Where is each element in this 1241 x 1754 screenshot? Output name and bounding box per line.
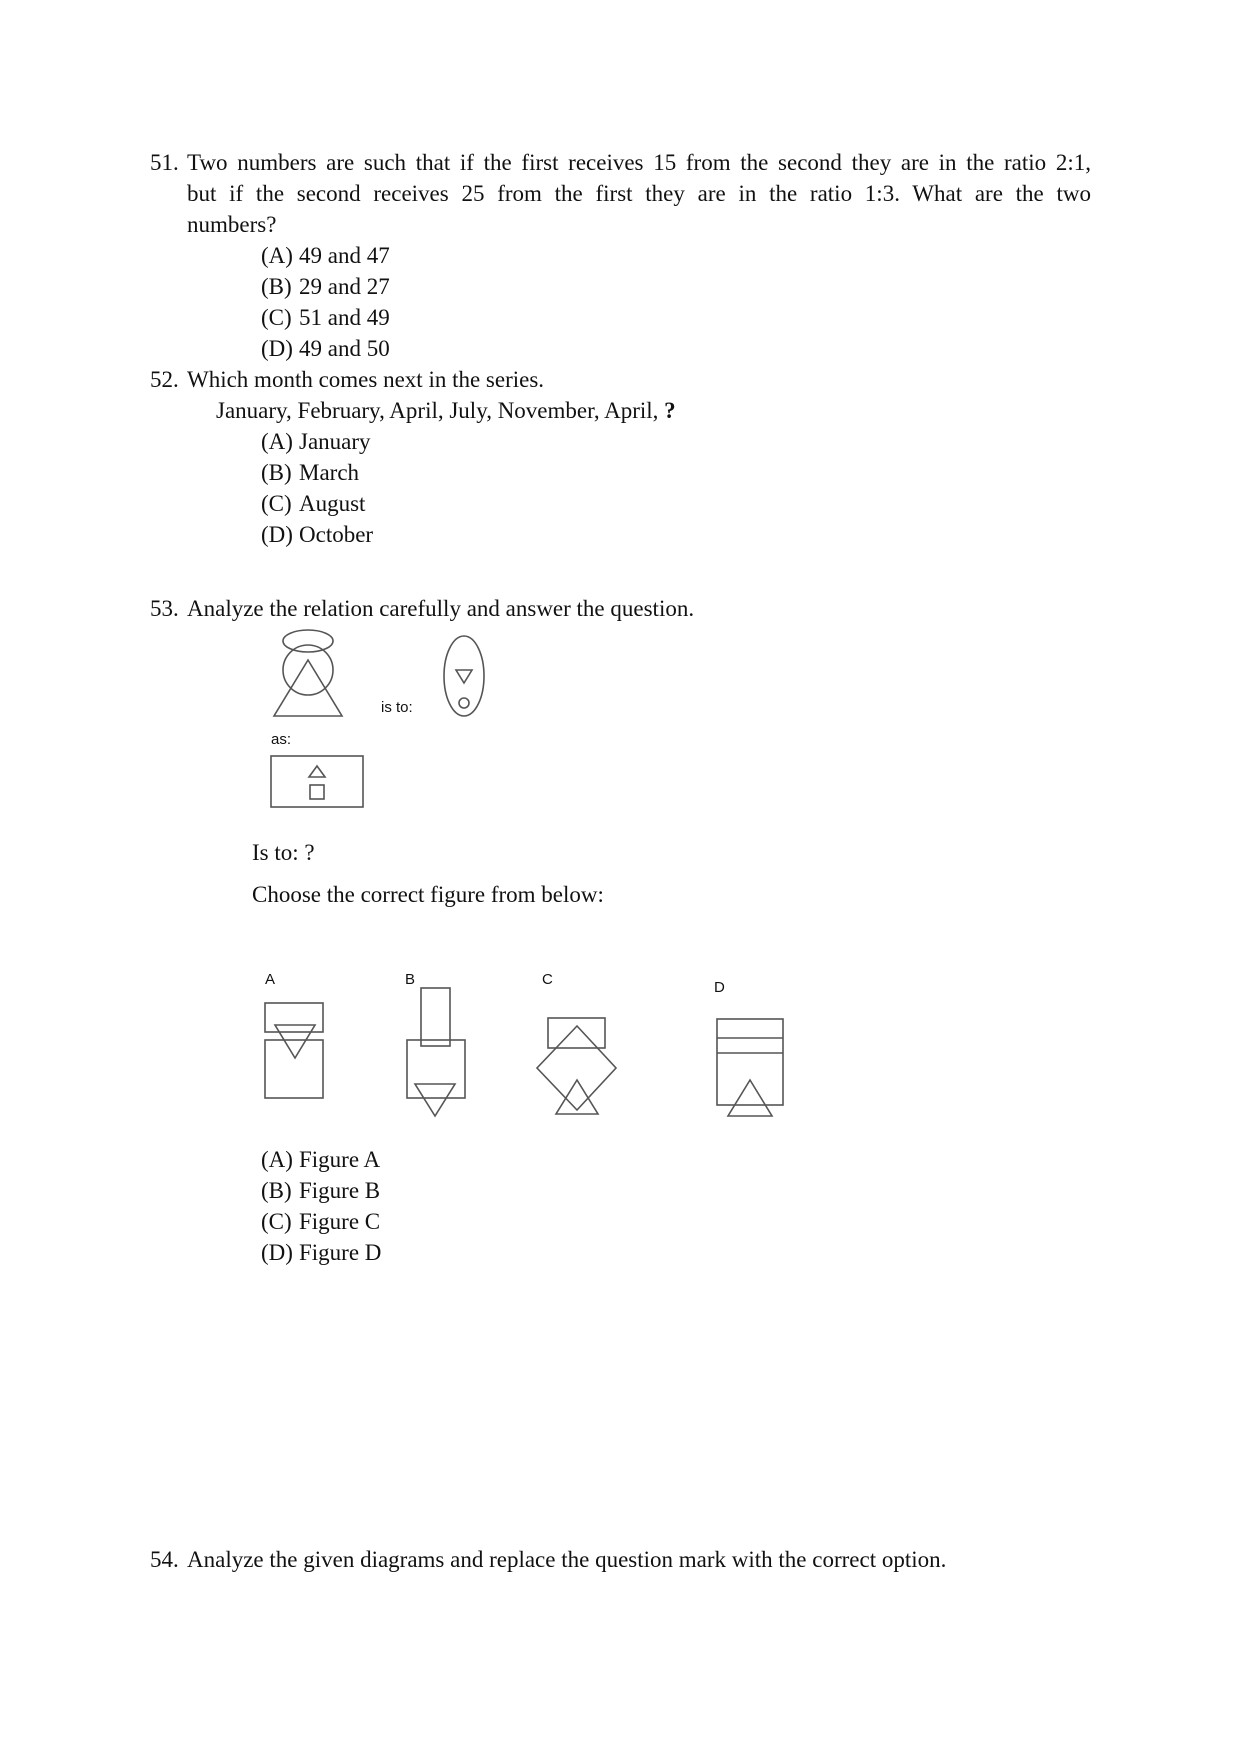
down-triangle: [275, 1025, 315, 1058]
square: [407, 1040, 465, 1098]
down-triangle: [415, 1084, 455, 1116]
option-text: March: [299, 460, 360, 485]
choice-figure-b: [407, 988, 465, 1116]
option-text: Figure C: [299, 1209, 381, 1234]
choice-label-b: B: [405, 971, 416, 988]
option-label: (B): [261, 1178, 292, 1203]
option-label: (C): [261, 305, 292, 330]
option-text: January: [299, 429, 371, 454]
analogy-figure-2: [444, 636, 484, 716]
small-square: [310, 785, 324, 799]
option-label: (A): [261, 243, 293, 268]
up-triangle: [728, 1080, 772, 1116]
option-text: 29 and 27: [299, 274, 390, 299]
choice-label-d: D: [714, 979, 725, 996]
option-text: Figure D: [299, 1240, 382, 1265]
as-label: as:: [271, 731, 292, 748]
q54-text: Analyze the given diagrams and replace the question mark with the correct option.: [187, 1547, 947, 1572]
option-text: October: [299, 522, 374, 547]
q52-number: 52.: [150, 367, 179, 392]
choice-label-c: C: [542, 971, 553, 988]
q51-line-1: Two numbers are such that if the first receives 15 from the second they are in the ratio 2:1,: [187, 150, 1091, 175]
option-label: (B): [261, 274, 292, 299]
option-text: Figure B: [299, 1178, 381, 1203]
bottom-square: [265, 1040, 323, 1098]
up-triangle: [309, 766, 325, 777]
option-text: 49 and 50: [299, 336, 390, 361]
q53-option-c: [261, 1207, 380, 1237]
top-rectangle: [548, 1018, 605, 1048]
tall-rectangle: [421, 988, 450, 1046]
down-triangle: [456, 670, 472, 683]
small-circle: [459, 698, 469, 708]
outer-rectangle: [717, 1019, 783, 1105]
option-label: (C): [261, 491, 292, 516]
analogy-figure-3: [271, 756, 363, 807]
is-to-label: is to:: [381, 699, 413, 716]
q53-text: Analyze the relation carefully and answer the question.: [187, 596, 695, 621]
option-label: (D): [261, 336, 293, 361]
q53-option-d: [261, 1238, 381, 1268]
outer-oval: [444, 636, 484, 716]
diamond: [537, 1026, 616, 1110]
choice-figure-d: [717, 1019, 783, 1116]
series-text: January, February, April, July, November, April,: [216, 398, 659, 423]
option-label: (A): [261, 429, 293, 454]
option-text: 49 and 47: [299, 243, 390, 268]
q51-line-2: but if the second receives 25 from the first they are in the ratio 1:3. What are the two: [187, 181, 1091, 206]
q51-number: 51.: [150, 150, 179, 175]
q54-number: 54.: [150, 1547, 179, 1572]
series-question-mark: ?: [664, 398, 676, 423]
body-triangle: [274, 660, 342, 716]
q52-text: Which month comes next in the series.: [187, 367, 545, 392]
option-text: August: [299, 491, 366, 516]
option-label: (B): [261, 460, 292, 485]
analogy-figure-1: [274, 630, 342, 716]
choice-label-a: A: [265, 971, 276, 988]
option-label: (A): [261, 1147, 293, 1172]
option-label: (C): [261, 1209, 292, 1234]
choice-figure-c: [537, 1018, 616, 1114]
q53-number: 53.: [150, 596, 179, 621]
q51-line-3: numbers?: [187, 212, 277, 237]
choice-figure-a: [265, 1003, 323, 1098]
q53-option-b: [261, 1176, 380, 1206]
option-text: Figure A: [299, 1147, 381, 1172]
q53-option-a: [261, 1145, 380, 1175]
option-label: (D): [261, 522, 293, 547]
q53-choose-line: Choose the correct figure from below:: [252, 882, 604, 907]
option-text: 51 and 49: [299, 305, 390, 330]
option-label: (D): [261, 1240, 293, 1265]
halo-ellipse: [283, 630, 333, 652]
q53-is-to-line: Is to: ?: [252, 840, 315, 865]
